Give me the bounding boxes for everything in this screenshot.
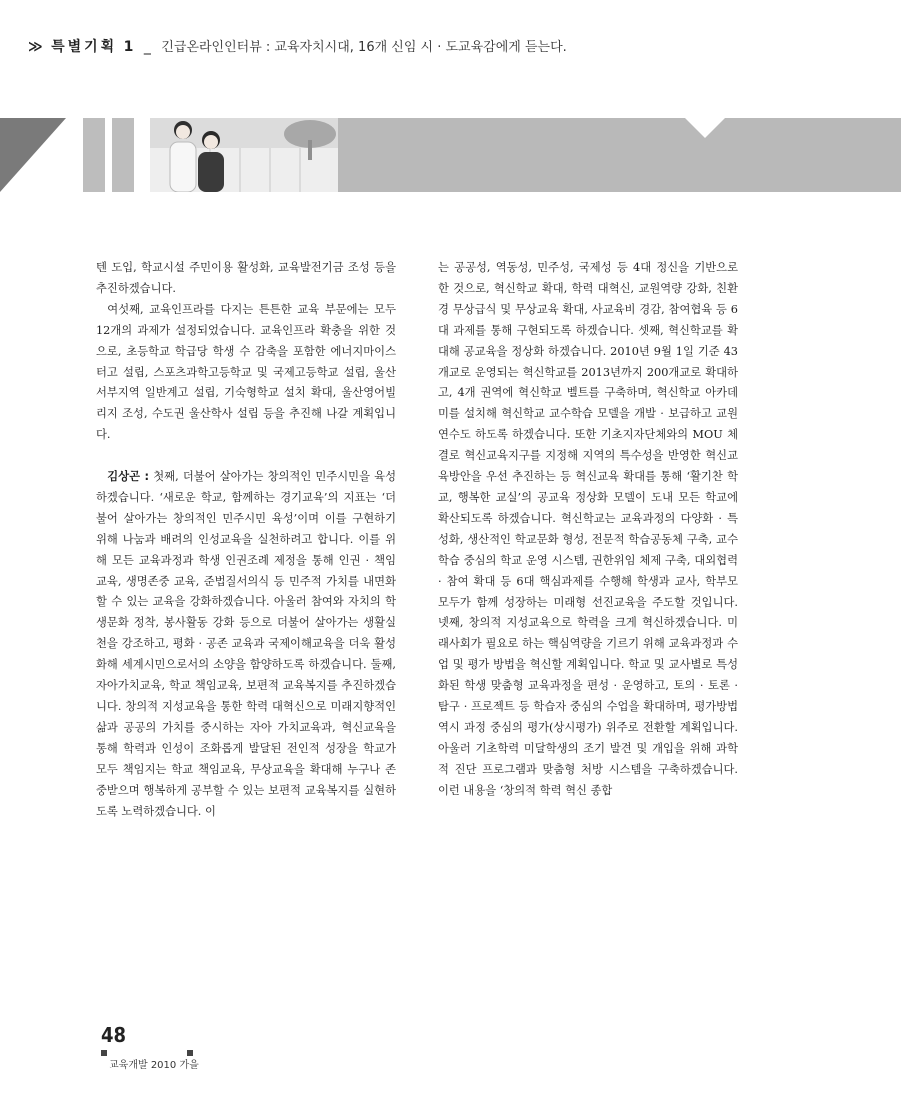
banner-notch-decoration [685, 118, 725, 140]
right-column [438, 258, 738, 802]
left-column [96, 258, 396, 822]
publication-name: 교육개발 2010 가을 [109, 1060, 199, 1071]
speaker-paragraph [96, 467, 396, 822]
square-bullet-icon [101, 1050, 107, 1056]
banner-bar-1 [83, 118, 105, 192]
banner-strip [0, 118, 901, 192]
chevron-icon: ≫ [28, 39, 43, 55]
speaker-text: 첫째, 더불어 살아가는 창의적인 민주시민을 육성하겠습니다. ‘새로운 학교, 함께하는 경기교육’의 지표는 ‘더불어 살아가는 창의적인 민주시민 육성’이며 이를 구현하기 위해 나눔과 배려의 인성교육을 실천하려고 합니다. 이를 위해 모든 교육과정과 학생 인권조례 제정을 통해 인권 · 책임 교육, 생명존중 교육, 준법질서의식 등 민주적 가치를 내면화할 수 있는 교육을 강화하겠습니다. 아울러 참여와 자치의 학생문화 정착, 봉사활동 강화 등으로 더불어 살아가는 생활실천을 강조하고, 평화 · 공존 교육과 국제이해교육을 더욱 활성화해 세계시민으로서의 소양을 함양하도록 하겠습니다. 둘째, 자아가치교육, 학교 책임교육, 보편적 교육복지를 추진하겠습니다. 창의적 지성교육을 통한 학력 대혁신으로 미래지향적인 삶과 공공의 가치를 중시하는 자아 가치교육과, 혁신교육을 통해 학력과 인성이 조화롭게 발달된 전인적 성장을 학교가 모두 책임지는 학교 책임교육, 무상교육을 확대해 누구나 존중받으며 행복하게 공부할 수 있는 보편적 교육복지를 실현하도록 노력하겠습니다. 이 [96, 470, 396, 818]
speaker-name: 김상곤 : [107, 470, 150, 484]
section-number: 1 [123, 39, 134, 55]
corner-triangle-decoration [0, 118, 66, 192]
header-separator: _ [143, 39, 151, 55]
running-header [28, 36, 888, 58]
paragraph: 텐 도입, 학교시설 주민이용 활성화, 교육발전기금 조성 등을 추진하겠습니다. [96, 261, 396, 295]
footer [101, 1050, 301, 1070]
paragraph: 여섯째, 교육인프라를 다지는 튼튼한 교육 부문에는 모두 12개의 과제가 설정되었습니다. 교육인프라 확충을 위한 것으로, 초등학교 학급당 학생 수 감축을 포함한 에너지마이스터고 설립, 스포츠과학고등학교 및 국제고등학교 설립, 울산서부지역 일반계고 설립, 기숙형학교 설치 확대, 울산영어빌리지 조성, 수도권 울산학사 설립 등을 추진해 나갈 계획입니다. [96, 302, 396, 442]
banner-band [338, 118, 901, 192]
paragraph: 는 공공성, 역동성, 민주성, 국제성 등 4대 정신을 기반으로 한 것으로, 혁신학교 확대, 학력 대혁신, 교원역량 강화, 친환경 무상급식 및 무상교육 확대, 사교육비 경감, 참여협육 등 6대 과제를 통해 구현되도록 하겠습니다. 셋째, 혁신학교를 확대해 공교육을 정상화 하겠습니다. 2010년 9월 1일 기준 43개교로 운영되는 혁신학교를 2013년까지 200개교로 확대하고, 4개 권역에 혁신학교 벨트를 구축하며, 혁신학교 아카데미를 설치해 혁신학교 교수학습 모델을 개발 · 보급하고 교원연수도 하도록 하겠습니다. 또한 기초지자단체와의 MOU 체결로 혁신교육지구를 지정해 지역의 특수성을 반영한 혁신교육방안을 우선 추진하는 등 혁신교육 확대를 통해 ‘활기찬 학교, 행복한 교실’의 공교육 정상화 모델이 도내 모든 학교에 확산되도록 하겠습니다. 혁신학교는 교육과정의 다양화 · 특성화, 생산적인 학교문화 형성, 전문적 학습공동체 구축, 교수학습 중심의 학교 운영 시스템, 권한위임 체제 구축, 대외협력 · 참여 확대 등 6대 핵심과제를 수행해 학생과 교사, 학부모 모두가 함께 성장하는 미래형 선진교육을 주도할 것입니다. 넷째, 창의적 지성교육으로 학력을 크게 혁신하겠습니다. 미래사회가 필요로 하는 핵심역량을 기르기 위해 교육과정과 수업 및 평가 방법을 혁신할 계획입니다. 학교 및 교사별로 특성화된 학생 맞춤형 교육과정을 편성 · 운영하고, 토의 · 토론 · 탐구 · 프로젝트 등 학습자 중심의 수업을 확대하며, 평가방법 역시 과정 중심의 평가(상시평가) 위주로 전환할 계획입니다. 아울러 기초학력 미달학생의 조기 발견 및 개입을 위해 과학적 진단 프로그램과 맞춤형 처방 시스템을 구축하겠습니다. 이런 내용을 ‘창의적 학력 혁신 종합 [438, 261, 738, 797]
interview-photo [150, 118, 338, 192]
photo-illustration [150, 118, 338, 192]
section-label: 특별기획 [51, 39, 118, 55]
banner-bar-2 [112, 118, 134, 192]
page-number: 48 [101, 1023, 127, 1047]
header-subtitle: 긴급온라인인터뷰 : 교육자치시대, 16개 신임 시 · 도교육감에게 듣는다. [161, 40, 567, 55]
square-bullet-icon [187, 1050, 193, 1056]
